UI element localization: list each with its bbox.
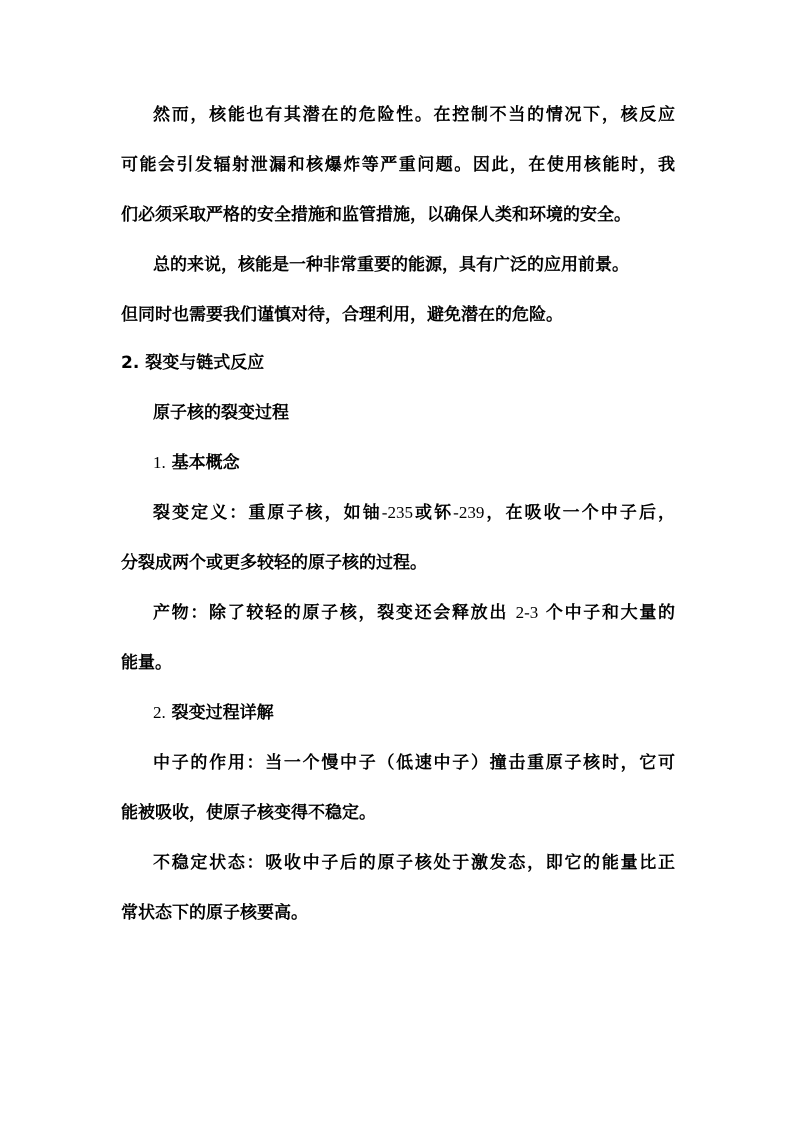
text-run: -239 xyxy=(453,503,485,522)
paragraph-line: 可能会引发辐射泄漏和核爆炸等严重问题。因此，在使用核能时，我 xyxy=(121,155,675,175)
paragraph-line: 能量。 xyxy=(121,653,172,673)
list-number: 1. xyxy=(153,453,166,472)
paragraph-line: 常状态下的原子核要高。 xyxy=(121,903,308,923)
paragraph-line xyxy=(153,601,675,625)
paragraph-line: 分裂成两个或更多较轻的原子核的过程。 xyxy=(121,553,427,573)
paragraph-line: 然而，核能也有其潜在的危险性。在控制不当的情况下，核反应 xyxy=(153,105,675,125)
list-title: 基本概念 xyxy=(171,453,240,473)
list-item-heading xyxy=(153,701,675,725)
list-title: 裂变过程详解 xyxy=(171,703,274,723)
paragraph-line: 们必须采取严格的安全措施和监管措施，以确保人类和环境的安全。 xyxy=(121,205,631,225)
section-heading xyxy=(121,351,675,375)
paragraph-line: 不稳定状态：吸收中子后的原子核处于激发态，即它的能量比正 xyxy=(153,853,675,873)
text-run: -235 xyxy=(381,503,413,522)
text-run: ，在吸收一个中子后， xyxy=(484,503,676,523)
section-number: 2. xyxy=(121,353,140,373)
text-run: 个中子和大量的 xyxy=(545,603,676,623)
text-run: 产物：除了较轻的原子核，裂变还会释放出 xyxy=(153,603,509,623)
paragraph-line: 但同时也需要我们谨慎对待，合理利用，避免潜在的危险。 xyxy=(121,305,563,325)
list-number: 2. xyxy=(153,703,166,722)
text-run: 裂变定义：重原子核，如铀 xyxy=(153,503,382,523)
text-run: 2-3 xyxy=(515,603,539,622)
paragraph-line: 能被吸收，使原子核变得不稳定。 xyxy=(121,803,376,823)
subheading: 原子核的裂变过程 xyxy=(153,403,289,423)
text-run: 或钚 xyxy=(412,503,454,523)
paragraph-line: 总的来说，核能是一种非常重要的能源，具有广泛的应用前景。 xyxy=(153,255,629,275)
paragraph-line: 中子的作用：当一个慢中子（低速中子）撞击重原子核时，它可 xyxy=(153,753,675,773)
paragraph-line xyxy=(153,501,675,525)
section-title: 裂变与链式反应 xyxy=(145,353,265,373)
list-item-heading xyxy=(153,451,675,475)
